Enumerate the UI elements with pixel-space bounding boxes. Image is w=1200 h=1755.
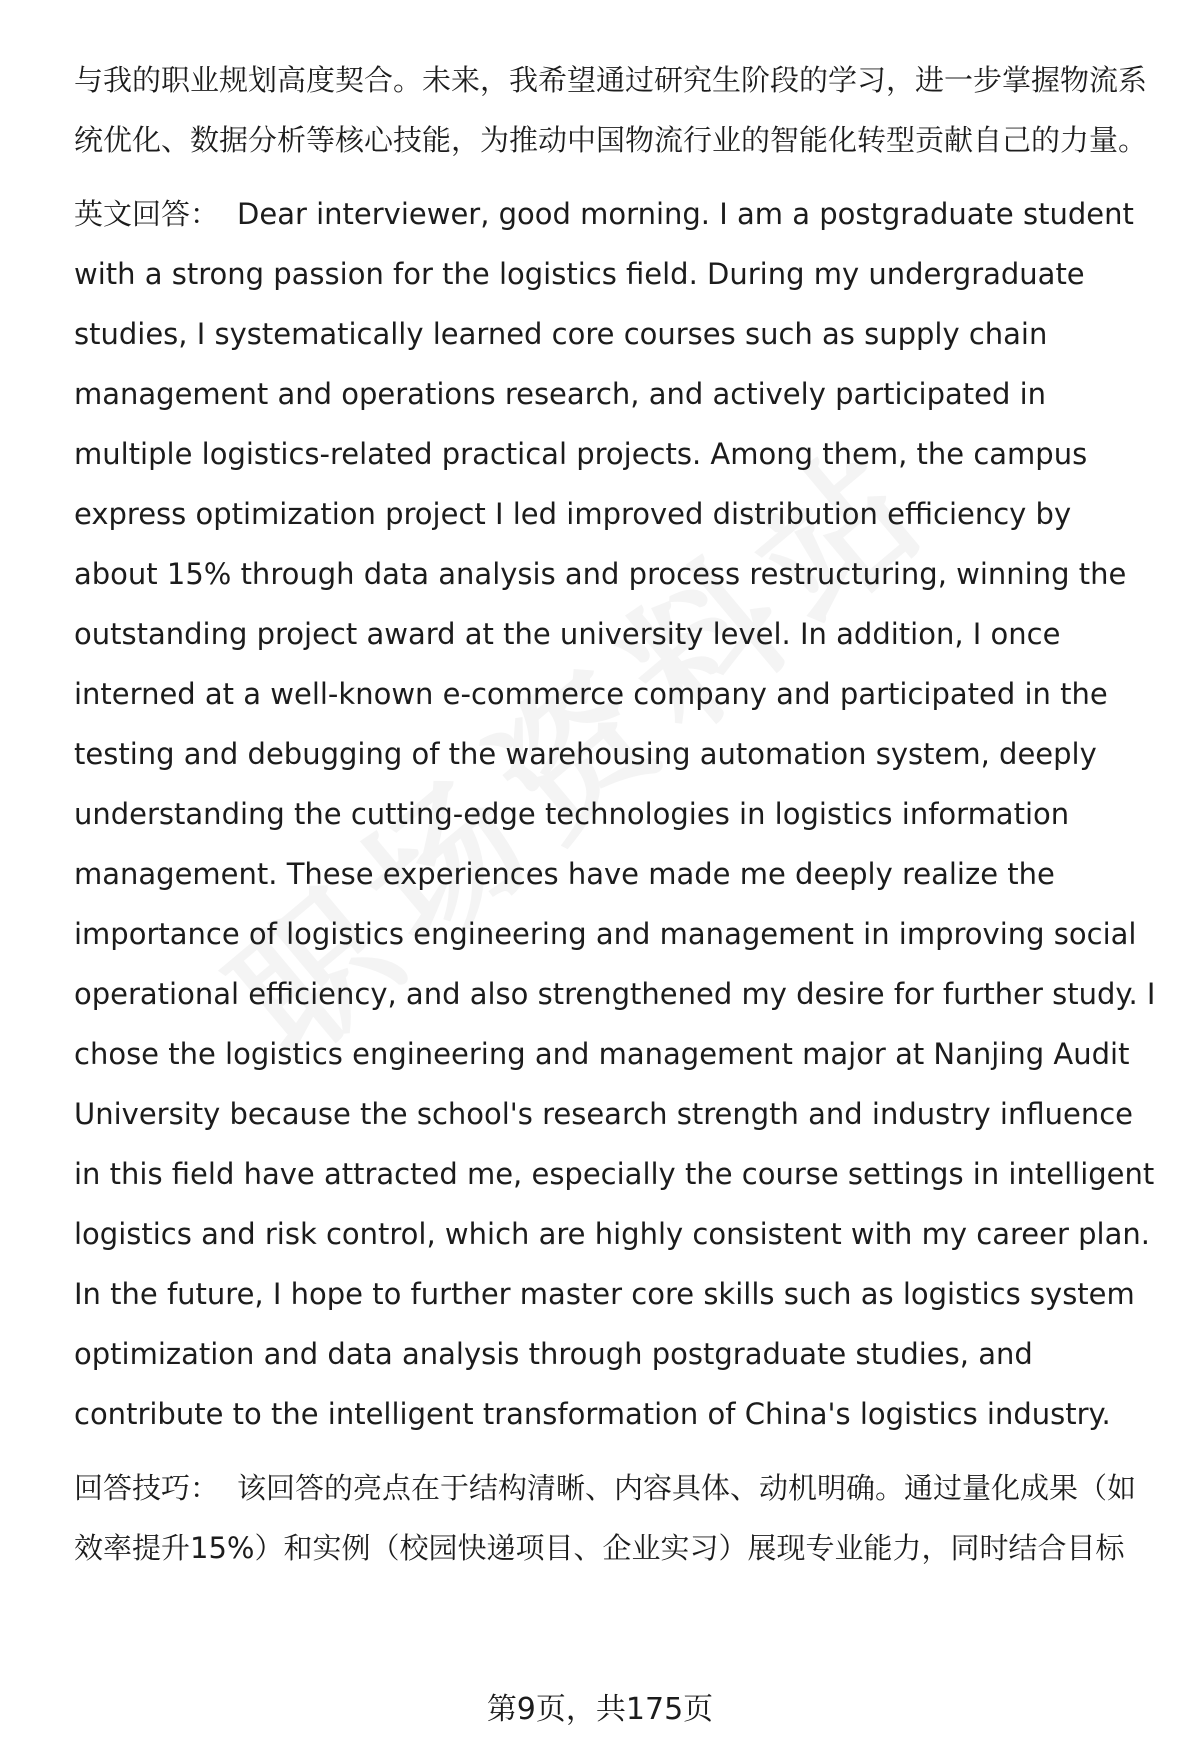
tips-label: 回答技巧： bbox=[74, 1471, 220, 1505]
english-answer-text: Dear interviewer, good morning. I am a postgraduate student with a strong passion for the logistics field. During my undergraduate studies, I systematically learned core courses such as supply chain management and operations research, and actively participated in multiple logistics-related practical projects. Among them, the campus express optimization project I led improved distribution efficiency by about 15% through data analysis and process restructuring, winning the outstanding project award at the university level. In addition, I once interned at a well-known e-commerce company and participated in the testing and debugging of the warehousing automation system, deeply understanding the cutting-edge technologies in logistics information management. These experiences have made me deeply realize the importance of logistics engineering and management in improving social operational efficiency, and also strengthened my desire for further study. I chose the logistics engineering and management major at Nanjing Audit University because the school's research strength and industry influence in this field have attracted me, especially the course settings in intelligent logistics and risk control, which are highly consistent with my career plan. In the future, I hope to further master core skills such as logistics system optimization and data analysis through postgraduate studies, and contribute to the intelligent transformation of China's logistics industry. bbox=[74, 197, 1165, 1431]
continuation-paragraph: 与我的职业规划高度契合。未来，我希望通过研究生阶段的学习，进一步掌握物流系统优化、数据分析等核心技能，为推动中国物流行业的智能化转型贡献自己的力量。 bbox=[74, 63, 1148, 157]
english-answer-label: 英文回答： bbox=[74, 197, 220, 231]
page-number: 第9页，共175页 bbox=[486, 1692, 714, 1727]
tips-paragraph bbox=[74, 1458, 1164, 1578]
document-page bbox=[74, 50, 1164, 1578]
tips-text: 该回答的亮点在于结构清晰、内容具体、动机明确。通过量化成果（如效率提升15%）和实例（校园快递项目、企业实习）展现专业能力，同时结合目标 bbox=[74, 1471, 1137, 1565]
english-answer-paragraph bbox=[74, 184, 1164, 1444]
